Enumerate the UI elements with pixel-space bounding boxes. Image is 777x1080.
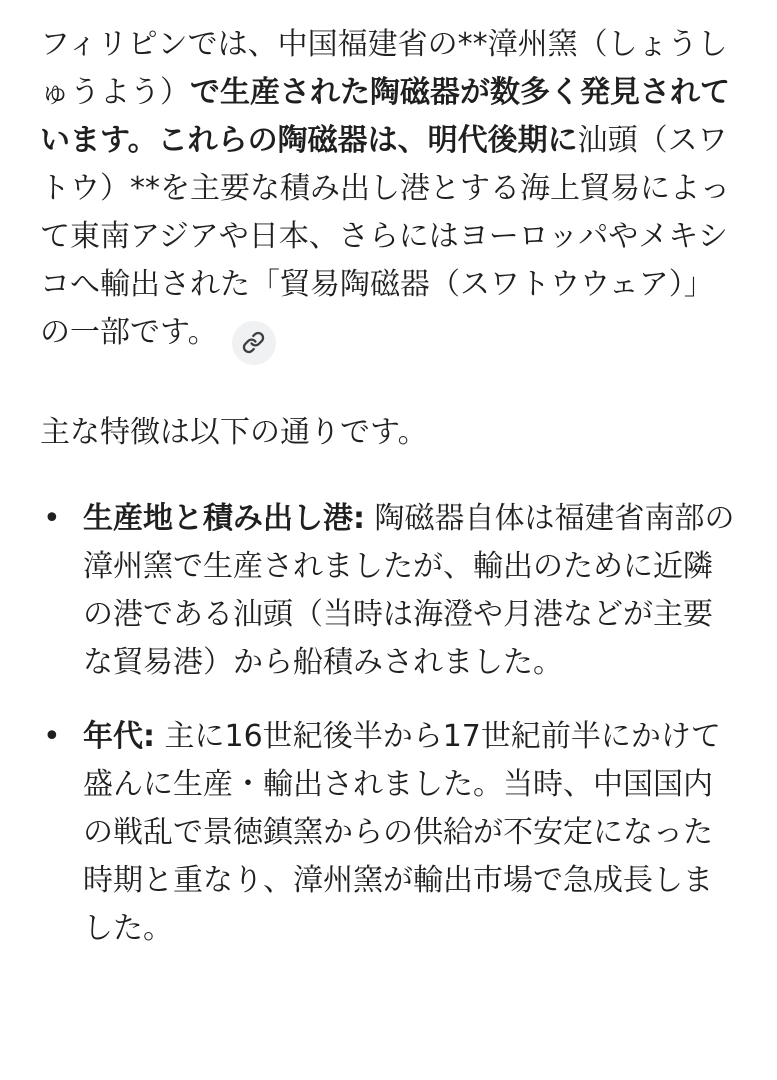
intro-text-segment-bold: で生産された陶磁器が数多く発見されています。これらの陶磁器は、明代後期に bbox=[40, 75, 730, 158]
bullet-text: 陶磁器自体は福建省南部の漳州窯で生産されましたが、輸出のために近隣の港である汕頭（当時は海澄や月港などが主要な貿易港）から船積みされました。 bbox=[83, 500, 735, 680]
intro-paragraph bbox=[40, 21, 739, 365]
intro-text-segment: 汕頭（スワトウ）**を主要な積み出し港とする海上貿易によって東南アジアや日本、さらにはヨーロッパやメキシコへ輸出された「貿易陶磁器（スワトウウェア）」の一部です。 bbox=[40, 123, 730, 350]
list-item-production-port bbox=[40, 495, 739, 687]
link-icon bbox=[242, 331, 265, 354]
list-item-era bbox=[40, 713, 739, 953]
bullet-text: 主に16世紀後半から17世紀前半にかけて盛んに生産・輸出されました。当時、中国国内の戦乱で景徳鎮窯からの供給が不安定になった時期と重なり、漳州窯が輸出市場で急成長しました。 bbox=[83, 718, 721, 946]
source-link-button[interactable] bbox=[232, 321, 276, 365]
intro-text-segment: フィリピンでは、中国福建省の**漳州窯（しょうしゅうよう） bbox=[40, 27, 728, 110]
features-list bbox=[40, 495, 739, 953]
bullet-label: 年代: bbox=[83, 718, 155, 754]
bullet-label: 生産地と積み出し港: bbox=[83, 500, 365, 536]
features-intro-paragraph: 主な特徴は以下の通りです。 bbox=[40, 414, 428, 450]
